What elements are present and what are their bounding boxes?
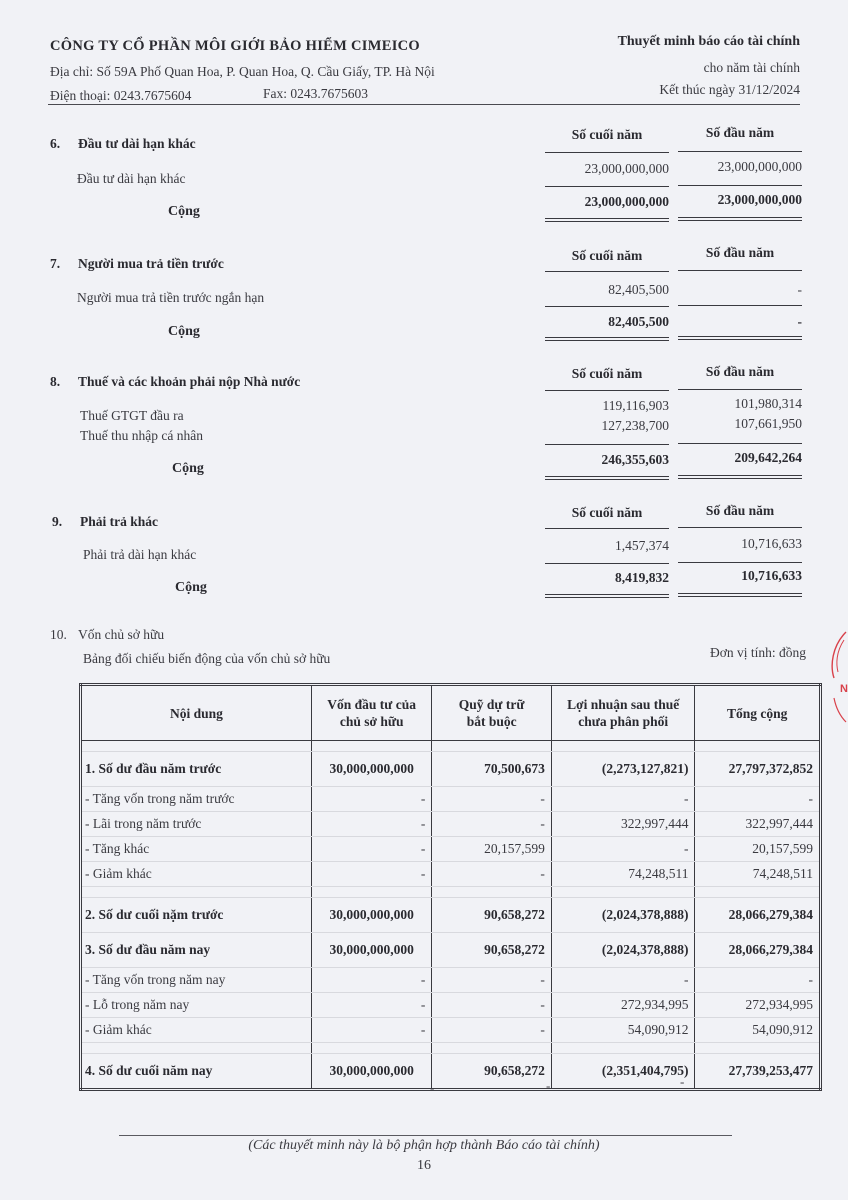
double-rule [545,218,669,222]
footer-divider [119,1135,732,1136]
line-item-begin: 10,716,633 [741,536,802,551]
total-begin: 209,642,264 [734,450,802,465]
total-end: 8,419,832 [615,570,669,585]
row-label: 4. Số dư cuối năm nay [81,1054,312,1090]
line-item-label: Thuế thu nhập cá nhân [80,428,203,443]
cell-reserve: 20,157,599 [432,837,551,862]
total-end: 246,355,603 [601,452,669,467]
currency-unit: Đơn vị tính: đồng [709,645,806,660]
line-item-begin: 101,980,314 [734,396,802,411]
total-label: Cộng [168,324,200,339]
company-name: CÔNG TY CỔ PHẦN MÔI GIỚI BẢO HIỂM CIMEICO [50,38,420,54]
cell-total: 74,248,511 [695,862,821,887]
cell-capital: - [311,837,431,862]
cell-capital: 30,000,000,000 [311,933,431,968]
cell-total: - [695,787,821,812]
trailing-dash: - [546,1078,551,1093]
rule [545,186,669,187]
cell-total: - [695,968,821,993]
rule [678,443,802,444]
table-row [81,812,821,837]
table-header-row [81,685,821,741]
header-divider [48,104,800,105]
rule [545,271,669,272]
line-item-label: Phải trả dài hạn khác [83,547,197,562]
cell-capital: - [311,968,431,993]
line-item-end: 127,238,700 [601,418,669,433]
total-end: 23,000,000,000 [584,194,669,209]
cell-reserve: 90,658,272 [432,1054,551,1090]
double-rule [545,594,669,598]
line-item-label: Người mua trả tiền trước ngắn hạn [77,290,265,305]
cell-reserve: - [432,862,551,887]
cell-total: 272,934,995 [695,993,821,1018]
col-head-end-of-year: Số cuối năm [571,127,643,142]
document-subtitle: cho năm tài chính [703,60,800,75]
cell-capital: 30,000,000,000 [311,898,431,933]
rule [678,270,802,271]
row-label: 3. Số dư đầu năm nay [81,933,312,968]
row-label: - Lỗ trong năm nay [81,993,312,1018]
double-rule [678,593,802,597]
col-head-end-of-year: Số cuối năm [571,248,643,263]
cell-retained: (2,273,127,821) [551,752,695,787]
spacer-row [81,741,821,752]
cell-retained: 322,997,444 [551,812,695,837]
cell-capital: - [311,812,431,837]
table-row [81,1018,821,1043]
table-row [81,898,821,933]
cell-reserve: 70,500,673 [432,752,551,787]
rule [545,528,669,529]
table-row [81,837,821,862]
cell-reserve: - [432,968,551,993]
rule [678,305,802,306]
equity-reconciliation-table [79,683,822,1091]
line-item-begin: 23,000,000,000 [717,159,802,174]
cell-total: 28,066,279,384 [695,898,821,933]
rule [678,185,802,186]
header-total: Tổng cộng [695,685,821,741]
table-row [81,933,821,968]
row-label: - Giảm khác [81,1018,312,1043]
cell-capital: - [311,787,431,812]
cell-retained: (2,024,378,888) [551,933,695,968]
stamp-arc-inner [837,640,844,672]
total-label: Cộng [175,580,207,595]
row-label: - Tăng vốn trong năm nay [81,968,312,993]
section-title: 9. Phải trả khác [52,514,159,529]
cell-reserve: - [432,993,551,1018]
cell-retained: 54,090,912 [551,1018,695,1043]
footer-note: (Các thuyết minh này là bộ phận hợp thành Báo cáo tài chính) [248,1138,600,1153]
company-address: Địa chỉ: Số 59A Phố Quan Hoa, P. Quan Hoa, Q. Cầu Giấy, TP. Hà Nội [50,64,435,79]
double-rule [545,337,669,341]
cell-total: 20,157,599 [695,837,821,862]
cell-total: 27,739,253,477 [695,1054,821,1090]
cell-total: 322,997,444 [695,812,821,837]
line-item-label: Đầu tư dài hạn khác [77,171,186,186]
cell-reserve: 90,658,272 [432,933,551,968]
line-item-end: 23,000,000,000 [584,161,669,176]
company-fax: Fax: 0243.7675603 [263,86,369,101]
total-label: Cộng [168,204,200,219]
total-end: 82,405,500 [608,314,669,329]
company-phone: Điện thoại: 0243.7675604 [50,88,192,103]
rule [678,151,802,152]
rule [545,390,669,391]
row-label: - Tăng vốn trong năm trước [81,787,312,812]
header-owner-capital: Vốn đầu tư của chủ sở hữu [311,685,431,741]
double-rule [678,475,802,479]
total-begin: - [797,314,802,329]
cell-capital: - [311,993,431,1018]
row-label: - Giảm khác [81,862,312,887]
section-title: 10. Vốn chủ sở hữu [50,627,165,642]
total-label: Cộng [172,461,204,476]
total-begin: 10,716,633 [741,568,802,583]
total-begin: 23,000,000,000 [717,192,802,207]
cell-total: 27,797,372,852 [695,752,821,787]
table-row [81,787,821,812]
cell-total: 28,066,279,384 [695,933,821,968]
rule [545,563,669,564]
cell-retained: 74,248,511 [551,862,695,887]
table-row [81,993,821,1018]
row-label: - Tăng khác [81,837,312,862]
company-stamp-fragment [822,626,848,726]
double-rule [678,336,802,340]
cell-reserve: - [432,787,551,812]
period-end: Kết thúc ngày 31/12/2024 [659,82,800,97]
table-row [81,862,821,887]
section-title: 7. Người mua trả tiền trước [50,256,224,271]
cell-capital: 30,000,000,000 [311,1054,431,1090]
rule [545,444,669,445]
header-retained-earnings: Lợi nhuận sau thuế chưa phân phối [551,685,695,741]
table-row [81,968,821,993]
rule [678,527,802,528]
spacer-row [81,1043,821,1054]
section-title: 6. Đầu tư dài hạn khác [50,136,196,151]
col-head-beginning-of-year: Số đầu năm [705,245,775,260]
cell-retained: (2,351,404,795) [551,1054,695,1090]
trailing-dash: - [680,1074,685,1089]
line-item-begin: 107,661,950 [734,416,802,431]
double-rule [545,476,669,480]
table-row [81,752,821,787]
line-item-label: Thuế GTGT đầu ra [80,408,184,423]
row-label: - Lãi trong năm trước [81,812,312,837]
trailing-dash: - [430,1080,435,1095]
col-head-end-of-year: Số cuối năm [571,366,643,381]
rule [545,152,669,153]
line-item-end: 1,457,374 [615,538,669,553]
header-content: Nội dung [81,685,312,741]
row-label: 1. Số dư đầu năm trước [81,752,312,787]
cell-retained: - [551,837,695,862]
col-head-end-of-year: Số cuối năm [571,505,643,520]
stamp-letter: N [840,683,848,695]
spacer-row [81,887,821,898]
section-title: 8. Thuế và các khoản phải nộp Nhà nước [50,374,301,389]
row-label: 2. Số dư cuối nặm trước [81,898,312,933]
cell-retained: (2,024,378,888) [551,898,695,933]
cell-reserve: - [432,812,551,837]
line-item-begin: - [797,282,802,297]
cell-reserve: 90,658,272 [432,898,551,933]
cell-total: 54,090,912 [695,1018,821,1043]
cell-retained: - [551,787,695,812]
equity-table-caption: Bảng đối chiếu biến động của vốn chủ sở hữu [83,651,331,666]
line-item-end: 82,405,500 [608,282,669,297]
cell-capital: 30,000,000,000 [311,752,431,787]
rule [545,306,669,307]
cell-capital: - [311,1018,431,1043]
document-title: Thuyết minh báo cáo tài chính [617,34,800,49]
col-head-beginning-of-year: Số đầu năm [705,125,775,140]
stamp-arc-lower [834,698,846,722]
col-head-beginning-of-year: Số đầu năm [705,503,775,518]
line-item-end: 119,116,903 [602,398,669,413]
stamp-arc [832,632,846,678]
rule [678,562,802,563]
cell-retained: 272,934,995 [551,993,695,1018]
page-number: 16 [417,1158,431,1173]
cell-reserve: - [432,1018,551,1043]
col-head-beginning-of-year: Số đầu năm [705,364,775,379]
header-mandatory-reserve: Quỹ dự trữ bắt buộc [432,685,551,741]
table-row [81,1054,821,1090]
cell-capital: - [311,862,431,887]
cell-retained: - [551,968,695,993]
rule [678,389,802,390]
double-rule [678,217,802,221]
